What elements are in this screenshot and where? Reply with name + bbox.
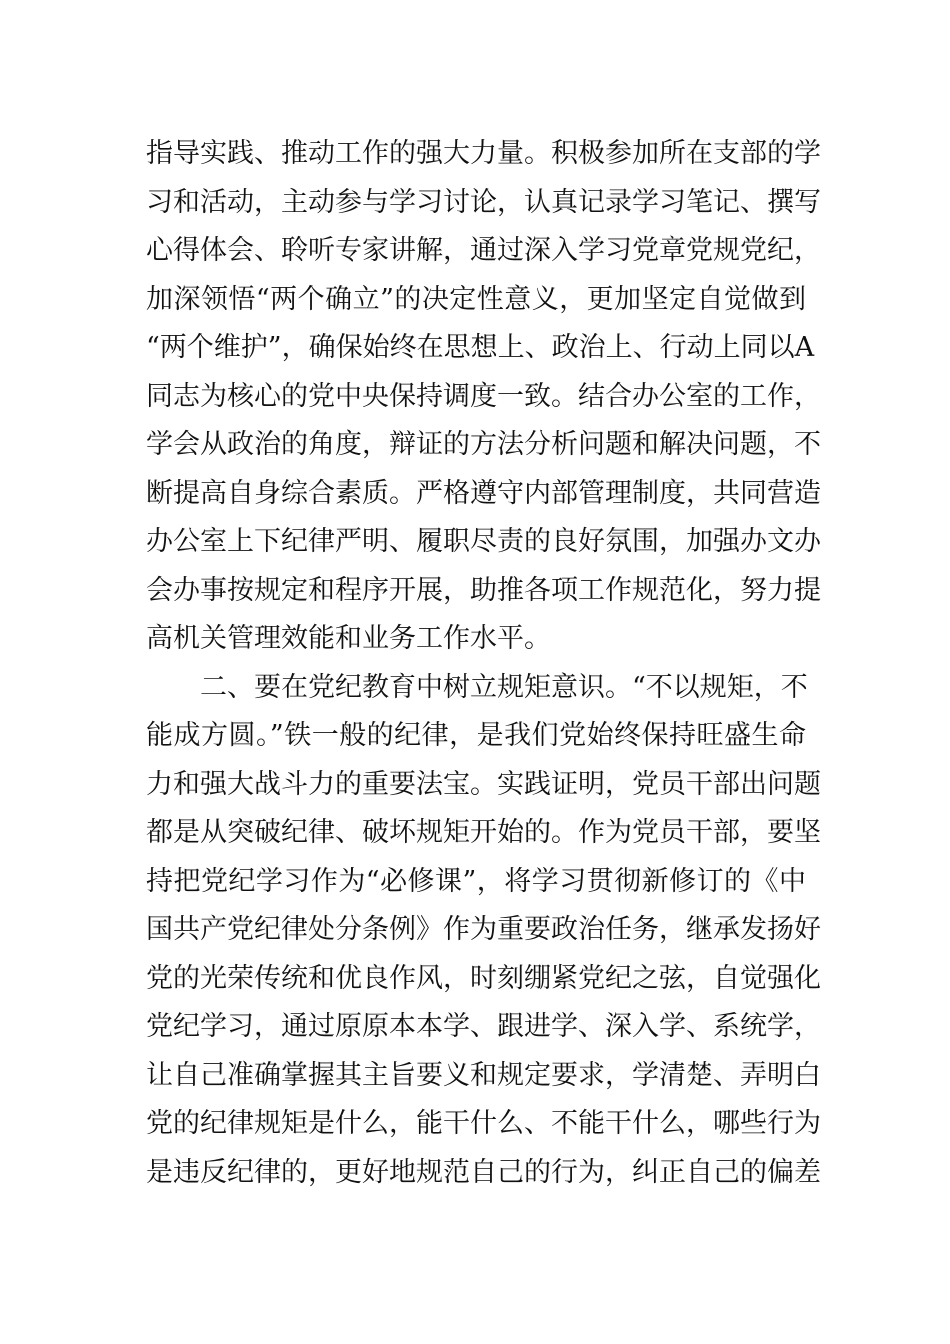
text-line: 力和强大战斗力的重要法宝。实践证明，党员干部出问题 (146, 768, 821, 800)
text-line: “两个维护”，确保始终在思想上、政治上、行动上同以A (146, 332, 815, 363)
text-line: 习和活动，主动参与学习讨论，认真记录学习笔记、撰写 (146, 186, 821, 218)
text-line: 会办事按规定和程序开展，助推各项工作规范化，努力提 (146, 574, 821, 606)
text-line: 学会从政治的角度，辩证的方法分析问题和解决问题，不 (146, 429, 821, 460)
text-line: 同志为核心的党中央保持调度一致。结合办公室的工作， (146, 380, 821, 412)
text-line: 都是从突破纪律、破坏规矩开始的。作为党员干部，要坚 (146, 817, 821, 848)
text-line: 心得体会、聆听专家讲解，通过深入学习党章党规党纪， (146, 235, 821, 266)
text-line: 高机关管理效能和业务工作水平。 (146, 623, 551, 654)
text-line: 党的光荣传统和优良作风，时刻绷紧党纪之弦，自觉强化 (146, 962, 821, 994)
text-line: 指导实践、推动工作的强大力量。积极参加所在支部的学 (146, 138, 821, 169)
text-line: 办公室上下纪律严明、履职尽责的良好氛围，加强办文办 (146, 526, 821, 557)
document-body (146, 130, 821, 1197)
paragraph (146, 130, 821, 664)
text-line: 党的纪律规矩是什么，能干什么、不能干什么，哪些行为 (146, 1108, 821, 1139)
text-line: 让自己准确掌握其主旨要义和规定要求，学清楚、弄明白 (146, 1059, 821, 1091)
text-line: 国共产党纪律处分条例》作为重要政治任务，继承发扬好 (146, 914, 821, 945)
paragraph (146, 664, 821, 1198)
text-line: 二、要在党纪教育中树立规矩意识。“不以规矩，不 (200, 671, 808, 703)
text-line: 持把党纪学习作为“必修课”，将学习贯彻新修订的《中 (146, 865, 806, 897)
text-line: 断提高自身综合素质。严格遵守内部管理制度，共同营造 (146, 477, 821, 509)
text-line: 加深领悟“两个确立”的决定性意义，更加坚定自觉做到 (146, 283, 806, 315)
text-line: 党纪学习，通过原原本本学、跟进学、深入学、系统学， (146, 1011, 821, 1042)
text-line: 是违反纪律的，更好地规范自己的行为，纠正自己的偏差 (146, 1156, 821, 1188)
text-line: 能成方圆。”铁一般的纪律，是我们党始终保持旺盛生命 (146, 720, 806, 751)
